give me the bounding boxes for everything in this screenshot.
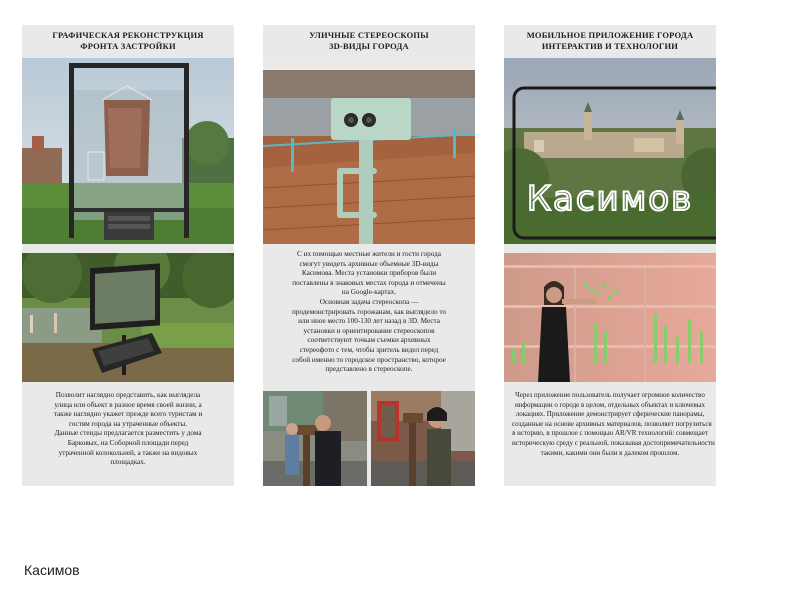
photo-stereoscope-embankment [263,58,475,244]
panel-mobile-app [504,25,716,486]
photo-interactive-wall [504,253,716,382]
photo-people-stereoscope-1 [263,391,367,486]
panel-title: МОБИЛЬНОЕ ПРИЛОЖЕНИЕ ГОРОДА ИНТЕРАКТИВ И ТЕХНОЛОГИИ [526,30,694,51]
panel-description: Через приложение пользователь получает огромное количество информации о городе в целом, отдельных объектах и ключевых локациях. Приложение демонстрирует сферические панорамы, созданные на основе архивных материалов, позволяет погрузиться в историю, в прошлое с помощью AR/VR технологий: совмещает историческую среду с реальной, показывая достопримечательности такими, какими они были в далеком прошлом. [512,391,715,457]
panel-title: ГРАФИЧЕСКАЯ РЕКОНСТРУКЦИЯ ФРОНТА ЗАСТРОЙКИ [52,30,204,51]
panel-facade-reconstruction [22,25,234,486]
page-caption: Касимов [24,562,80,578]
panel-description: С их помощью местные жители и гости города смогут увидеть архивные объемные 3D-виды Касимова. Места установки приборов были поставлены в знаковых местах города и отмечены на Google-картах. Основная задача стереоскопа — продемонстрировать горожанам, как выглядело то или иное место 100-130 лет назад в 3D. Места установки и ориентирование стереоскопов соответствуют точкам съемки архивных стереофото с тем, чтобы зритель видел перед собой именно то городское пространство, которое представлено в стереоскопе. [292,250,446,374]
panel-description: Позволит наглядно представить, как выглядела улица или объект в разное время своей жизни, а также наглядно укажет прежде всего туристам и гостям города на утраченные объекты. Данные стенды предлагается разместить у дома Барковых, на Соборной площади перед утраченной колокольней, а также на видовых площадках. [53,391,203,467]
photo-reconstruction-stand [22,58,234,244]
photo-people-stereoscope-2 [371,391,475,486]
photo-info-stand-park [22,253,234,382]
app-logo-text: Касимов [526,179,694,219]
photo-city-panorama-logo [504,58,716,244]
panel-street-stereoscopes [263,25,475,486]
panel-title: УЛИЧНЫЕ СТЕРЕОСКОПЫ 3D-ВИДЫ ГОРОДА [309,30,429,51]
